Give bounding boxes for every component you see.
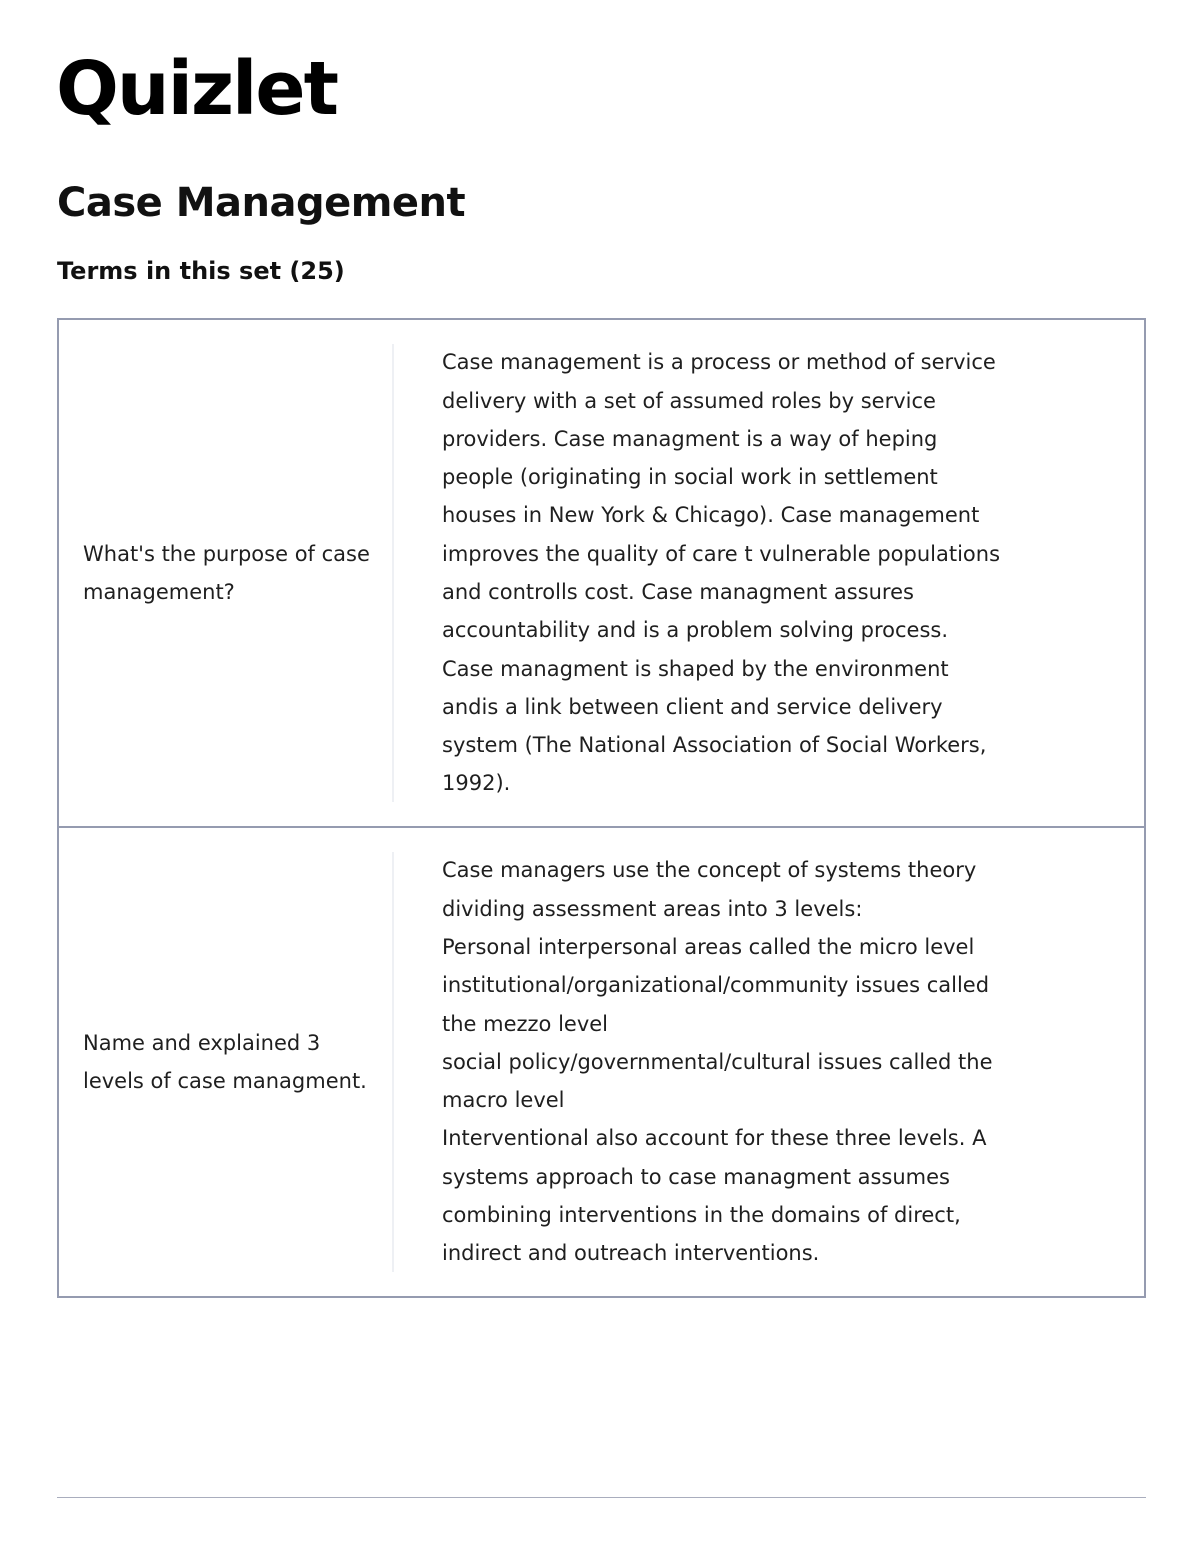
footer-divider	[57, 1497, 1146, 1498]
terms-table	[57, 318, 1146, 1298]
term-card	[57, 318, 1146, 828]
definition-text: Case managers use the concept of systems theory dividing assessment areas into 3 levels: Personal interpersonal areas called the micro level institutional/organizational/community issues called the mezzo level social policy/governmental/cultural issues called the macro level Interventional also account for these three levels. A systems approach to case managment assumes combining interventions in the domains of direct, indirect and outreach interventions.	[442, 858, 993, 1266]
definition-text: Case management is a process or method of service delivery with a set of assumed roles by service providers. Case managment is a way of heping people (originating in social work in settlement houses in New York & Chicago). Case management improves the quality of care t vulnerable populations and controlls cost. Case managment assures accountability and is a problem solving process. Case managment is shaped by the environment andis a link between client and service delivery system (The National Association of Social Workers, 1992).	[442, 350, 1001, 796]
term-text: What's the purpose of case management?	[83, 542, 370, 604]
set-title: Case Management	[57, 180, 466, 226]
term-text: Name and explained 3 levels of case managment.	[83, 1031, 367, 1093]
quizlet-logo: Quizlet	[56, 46, 337, 132]
term-card	[57, 828, 1146, 1298]
terms-count-heading: Terms in this set (25)	[57, 257, 345, 285]
